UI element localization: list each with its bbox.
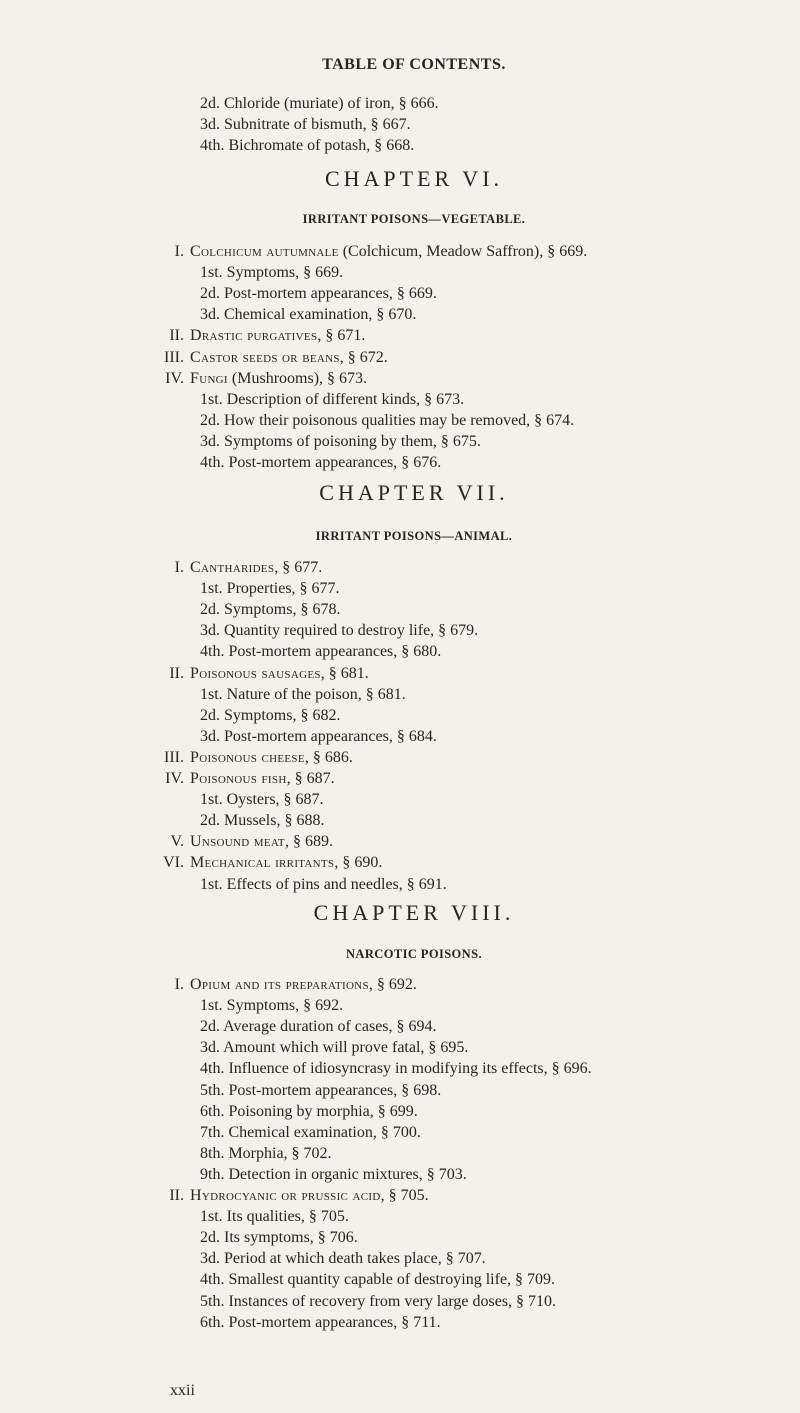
toc-entry: 1st. Oysters, § 687. bbox=[200, 791, 324, 809]
toc-section-heading bbox=[154, 325, 365, 346]
toc-section-heading bbox=[154, 347, 388, 368]
chapter-subtitle: NARCOTIC POISONS. bbox=[346, 947, 482, 961]
toc-entry: 1st. Effects of pins and needles, § 691. bbox=[200, 875, 447, 893]
toc-entry: 5th. Instances of recovery from very large doses, § 710. bbox=[200, 1292, 557, 1310]
toc-entry: 3d. Quantity required to destroy life, § 679. bbox=[200, 622, 479, 640]
section-numeral: II. bbox=[169, 1187, 184, 1204]
toc-entry: 7th. Chemical examination, § 700. bbox=[200, 1123, 421, 1141]
section-numeral: I. bbox=[174, 559, 184, 576]
toc-entry: 4th. Smallest quantity capable of destroying life, § 709. bbox=[200, 1271, 556, 1289]
toc-entry: 4th. Influence of idiosyncrasy in modifying its effects, § 696. bbox=[200, 1060, 592, 1078]
section-numeral: II. bbox=[169, 327, 184, 345]
toc-section-heading bbox=[154, 241, 587, 262]
toc-section-heading bbox=[154, 831, 333, 852]
section-heading-text: Hydrocyanic or prussic acid bbox=[190, 1187, 381, 1204]
toc-section-heading bbox=[154, 1185, 429, 1206]
section-heading-text: Fungi bbox=[190, 369, 228, 387]
toc-entry: 2d. Chloride (muriate) of iron, § 666. bbox=[200, 95, 439, 112]
toc-entry: 2d. Post-mortem appearances, § 669. bbox=[200, 285, 437, 303]
toc-entry: 3d. Symptoms of poisoning by them, § 675. bbox=[200, 432, 481, 450]
section-numeral: V. bbox=[170, 833, 184, 851]
section-heading-rest: , § 686. bbox=[304, 748, 353, 766]
toc-entry: 1st. Symptoms, § 692. bbox=[200, 997, 344, 1015]
section-numeral: I. bbox=[174, 243, 184, 260]
toc-section-heading bbox=[154, 368, 367, 389]
toc-entry: 2d. Mussels, § 688. bbox=[200, 812, 325, 830]
toc-entry: 2d. Symptoms, § 678. bbox=[200, 601, 341, 619]
toc-section-heading bbox=[154, 663, 369, 684]
toc-section-heading bbox=[154, 768, 335, 789]
section-numeral: III. bbox=[164, 748, 184, 766]
toc-entry: 3d. Amount which will prove fatal, § 695. bbox=[200, 1039, 469, 1057]
chapter-title: CHAPTER VII. bbox=[319, 480, 509, 505]
section-heading-text: Poisonous fish bbox=[190, 770, 287, 787]
toc-entry: 6th. Poisoning by morphia, § 699. bbox=[200, 1102, 418, 1120]
running-head: TABLE OF CONTENTS. bbox=[322, 56, 506, 73]
toc-entry: 8th. Morphia, § 702. bbox=[200, 1144, 332, 1162]
section-heading-rest: , § 681. bbox=[320, 664, 369, 682]
toc-entry: 2d. Its symptoms, § 706. bbox=[200, 1229, 358, 1247]
section-heading-rest: , § 689. bbox=[284, 833, 333, 851]
toc-section-heading bbox=[154, 557, 322, 578]
chapter-title: CHAPTER VI. bbox=[324, 166, 504, 191]
toc-entry: 1st. Properties, § 677. bbox=[200, 580, 340, 598]
toc-entry: 9th. Detection in organic mixtures, § 703. bbox=[200, 1165, 467, 1183]
section-heading-rest: (Mushrooms), § 673. bbox=[227, 369, 368, 387]
section-heading-rest: , § 690. bbox=[334, 854, 383, 872]
toc-entry: 2d. How their poisonous qualities may be removed, § 674. bbox=[200, 411, 575, 429]
section-numeral: III. bbox=[164, 348, 184, 366]
section-heading-text: Poisonous sausages bbox=[190, 664, 321, 682]
page-number: xxii bbox=[170, 1382, 195, 1399]
toc-section-heading bbox=[154, 974, 417, 995]
toc-entry: 4th. Post-mortem appearances, § 676. bbox=[200, 454, 442, 471]
toc-entry: 3d. Subnitrate of bismuth, § 667. bbox=[200, 116, 411, 133]
toc-entry: 3d. Post-mortem appearances, § 684. bbox=[200, 727, 437, 745]
section-numeral: I. bbox=[174, 976, 184, 993]
toc-entry: 2d. Average duration of cases, § 694. bbox=[200, 1018, 437, 1036]
chapter-title: CHAPTER VIII. bbox=[313, 900, 515, 925]
toc-entry: 4th. Bichromate of potash, § 668. bbox=[200, 137, 415, 154]
section-heading-text: Cantharides bbox=[190, 559, 275, 576]
toc-entry: 3d. Period at which death takes place, § 707. bbox=[200, 1250, 486, 1268]
section-heading-text: Castor seeds or beans bbox=[190, 348, 340, 366]
section-heading-rest: , § 671. bbox=[317, 327, 366, 345]
toc-entry: 6th. Post-mortem appearances, § 711. bbox=[200, 1313, 441, 1331]
section-heading-text: Poisonous cheese bbox=[190, 748, 305, 766]
toc-entry: 1st. Symptoms, § 669. bbox=[200, 264, 344, 282]
section-heading-text: Drastic purgatives bbox=[190, 327, 318, 345]
section-heading-rest: , § 687. bbox=[286, 770, 335, 787]
toc-entry: 5th. Post-mortem appearances, § 698. bbox=[200, 1081, 442, 1099]
toc-section-heading bbox=[154, 852, 382, 873]
section-heading-text: Opium and its preparations bbox=[190, 976, 369, 993]
toc-entry: 1st. Description of different kinds, § 673. bbox=[200, 390, 465, 408]
section-numeral: II. bbox=[169, 664, 184, 682]
section-heading-rest: , § 692. bbox=[368, 976, 417, 993]
toc-section-heading bbox=[154, 747, 353, 768]
section-numeral: IV. bbox=[165, 369, 184, 387]
toc-entry: 2d. Symptoms, § 682. bbox=[200, 706, 341, 724]
toc-entry: 4th. Post-mortem appearances, § 680. bbox=[200, 643, 442, 661]
section-heading-rest: (Colchicum, Meadow Saffron), § 669. bbox=[338, 243, 588, 260]
section-heading-text: Mechanical irritants bbox=[190, 854, 335, 872]
chapter-subtitle: IRRITANT POISONS—VEGETABLE. bbox=[302, 212, 526, 226]
section-heading-text: Unsound meat bbox=[190, 833, 285, 851]
section-heading-rest: , § 672. bbox=[339, 348, 388, 366]
section-heading-rest: , § 677. bbox=[274, 559, 323, 576]
chapter-subtitle: IRRITANT POISONS—ANIMAL. bbox=[315, 529, 513, 543]
toc-entry: 1st. Its qualities, § 705. bbox=[200, 1208, 349, 1226]
toc-entry: 3d. Chemical examination, § 670. bbox=[200, 306, 417, 324]
section-heading-text: Colchicum autumnale bbox=[190, 243, 339, 260]
toc-entry: 1st. Nature of the poison, § 681. bbox=[200, 685, 406, 703]
section-heading-rest: , § 705. bbox=[380, 1187, 429, 1204]
section-numeral: VI. bbox=[163, 854, 184, 872]
section-numeral: IV. bbox=[165, 770, 184, 787]
